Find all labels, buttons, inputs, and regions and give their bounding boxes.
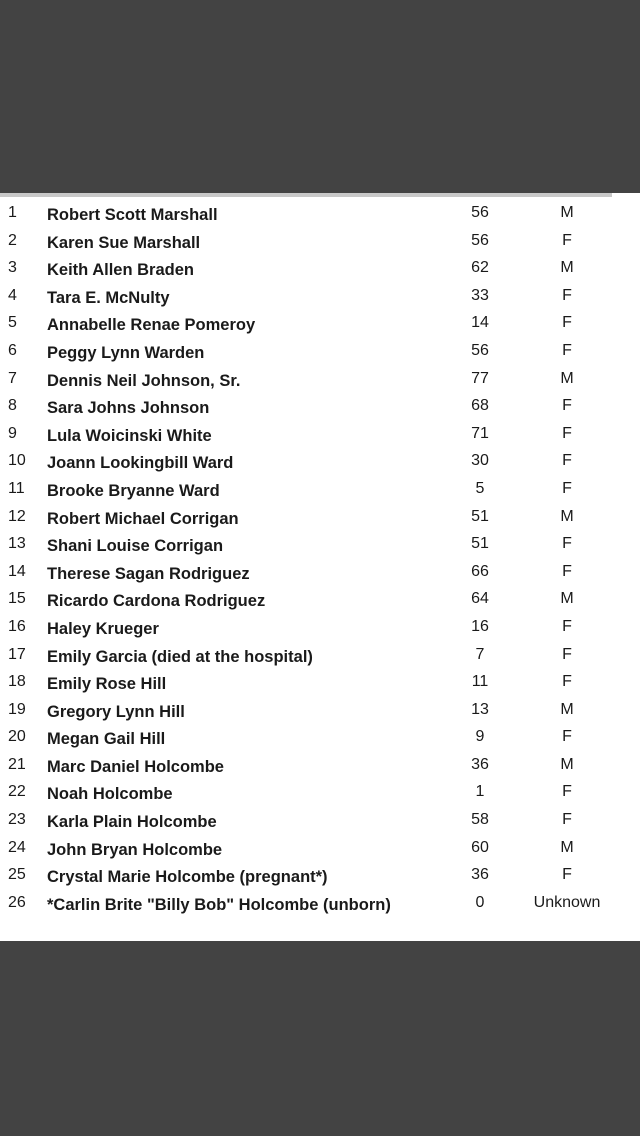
table-row bbox=[0, 530, 640, 558]
row-number: 20 bbox=[8, 728, 26, 746]
row-number: 13 bbox=[8, 535, 26, 553]
victim-sex: Unknown bbox=[533, 893, 601, 911]
table-row bbox=[0, 282, 640, 310]
top-letterbox bbox=[0, 0, 640, 193]
victim-sex: F bbox=[562, 728, 572, 746]
table-row bbox=[0, 585, 640, 613]
victim-age: 11 bbox=[471, 673, 489, 691]
victim-name: Emily Garcia (died at the hospital) bbox=[47, 647, 313, 666]
victim-age: 77 bbox=[471, 369, 489, 387]
row-number: 23 bbox=[8, 811, 26, 829]
victim-name: Sara Johns Johnson bbox=[47, 399, 210, 418]
victim-name: Lula Woicinski White bbox=[47, 426, 212, 445]
victim-sex: F bbox=[562, 645, 572, 663]
victim-age: 62 bbox=[471, 259, 489, 277]
victim-sex: M bbox=[560, 755, 574, 773]
victim-age: 1 bbox=[475, 783, 485, 801]
victim-sex: M bbox=[560, 507, 574, 525]
victim-sex: F bbox=[562, 424, 572, 442]
victim-age: 56 bbox=[471, 231, 489, 249]
victims-table bbox=[0, 193, 640, 941]
victim-name: Emily Rose Hill bbox=[47, 675, 167, 694]
victim-age: 58 bbox=[471, 811, 489, 829]
victim-age: 56 bbox=[471, 204, 489, 221]
victim-sex: F bbox=[562, 783, 572, 801]
table-row bbox=[0, 309, 640, 337]
table-row bbox=[0, 723, 640, 751]
row-number: 5 bbox=[8, 314, 17, 332]
row-number: 8 bbox=[8, 397, 17, 415]
victim-sex: M bbox=[560, 838, 574, 856]
victim-age: 36 bbox=[471, 755, 489, 773]
row-number: 22 bbox=[8, 783, 26, 801]
victim-name: Megan Gail Hill bbox=[47, 730, 166, 749]
victim-sex: F bbox=[562, 673, 572, 691]
victim-name: Ricardo Cardona Rodriguez bbox=[47, 592, 266, 611]
row-number: 21 bbox=[8, 755, 26, 773]
table-row bbox=[0, 806, 640, 834]
victim-name: Marc Daniel Holcombe bbox=[47, 757, 224, 776]
victim-sex: F bbox=[562, 397, 572, 415]
victim-sex: F bbox=[562, 231, 572, 249]
table-row bbox=[0, 365, 640, 393]
victim-sex: M bbox=[560, 700, 574, 718]
table-row bbox=[0, 199, 640, 227]
table-row bbox=[0, 696, 640, 724]
victim-sex: M bbox=[560, 259, 574, 277]
victim-sex: F bbox=[562, 314, 572, 332]
table-row bbox=[0, 641, 640, 669]
table-row bbox=[0, 447, 640, 475]
victim-name: Brooke Bryanne Ward bbox=[47, 481, 220, 500]
row-number: 11 bbox=[8, 479, 25, 497]
victim-name: Karla Plain Holcombe bbox=[47, 813, 217, 832]
victim-name: Crystal Marie Holcombe (pregnant*) bbox=[47, 868, 328, 887]
victim-age: 14 bbox=[471, 314, 489, 332]
victim-sex: F bbox=[562, 866, 572, 884]
table-row bbox=[0, 558, 640, 586]
victim-sex: F bbox=[562, 811, 572, 829]
victim-age: 51 bbox=[471, 535, 489, 553]
victim-age: 7 bbox=[475, 645, 485, 663]
victim-name: Tara E. McNulty bbox=[47, 288, 170, 307]
table-row bbox=[0, 861, 640, 889]
victim-sex: F bbox=[562, 452, 572, 470]
victim-name: Keith Allen Braden bbox=[47, 261, 194, 280]
victim-age: 30 bbox=[471, 452, 489, 470]
victim-name: Noah Holcombe bbox=[47, 785, 173, 804]
victim-sex: F bbox=[562, 341, 572, 359]
victim-sex: M bbox=[560, 369, 574, 387]
victim-sex: M bbox=[560, 204, 574, 221]
row-number: 18 bbox=[8, 673, 26, 691]
row-number: 10 bbox=[8, 452, 26, 470]
victim-name: *Carlin Brite "Billy Bob" Holcombe (unborn) bbox=[47, 895, 391, 914]
row-number: 7 bbox=[8, 369, 17, 387]
table-row bbox=[0, 475, 640, 503]
victim-age: 66 bbox=[471, 562, 489, 580]
table-row bbox=[0, 668, 640, 696]
row-number: 15 bbox=[8, 590, 26, 608]
row-number: 9 bbox=[8, 424, 17, 442]
victim-age: 5 bbox=[475, 479, 485, 497]
table-row bbox=[0, 392, 640, 420]
victim-age: 68 bbox=[471, 397, 489, 415]
table-row bbox=[0, 778, 640, 806]
victim-sex: F bbox=[562, 286, 572, 304]
victim-age: 16 bbox=[471, 617, 489, 635]
row-number: 6 bbox=[8, 341, 17, 359]
victim-age: 60 bbox=[471, 838, 489, 856]
row-number: 3 bbox=[8, 259, 17, 277]
table-row bbox=[0, 834, 640, 862]
victim-name: Dennis Neil Johnson, Sr. bbox=[47, 371, 241, 390]
victim-age: 36 bbox=[471, 866, 489, 884]
row-number: 17 bbox=[8, 645, 26, 663]
table-row bbox=[0, 751, 640, 779]
victim-age: 33 bbox=[471, 286, 489, 304]
row-number: 24 bbox=[8, 838, 26, 856]
bottom-letterbox bbox=[0, 941, 640, 1136]
victim-name: Gregory Lynn Hill bbox=[47, 702, 185, 721]
row-number: 25 bbox=[8, 866, 26, 884]
row-number: 2 bbox=[8, 231, 17, 249]
victim-name: Karen Sue Marshall bbox=[47, 233, 201, 252]
victim-name: John Bryan Holcombe bbox=[47, 840, 223, 859]
row-number: 14 bbox=[8, 562, 26, 580]
table-row bbox=[0, 227, 640, 255]
table-row bbox=[0, 613, 640, 641]
row-number: 19 bbox=[8, 700, 26, 718]
victim-name: Haley Krueger bbox=[47, 619, 159, 638]
victim-age: 0 bbox=[475, 893, 485, 911]
victim-name: Joann Lookingbill Ward bbox=[47, 454, 234, 473]
victim-age: 13 bbox=[471, 700, 489, 718]
victim-age: 71 bbox=[471, 424, 489, 442]
table-rows bbox=[0, 199, 640, 916]
victim-name: Therese Sagan Rodriguez bbox=[47, 564, 250, 583]
table-row bbox=[0, 254, 640, 282]
victim-name: Annabelle Renae Pomeroy bbox=[47, 316, 256, 335]
victim-age: 9 bbox=[475, 728, 485, 746]
table-row bbox=[0, 503, 640, 531]
row-number: 26 bbox=[8, 893, 26, 911]
row-number: 16 bbox=[8, 617, 26, 635]
victim-age: 64 bbox=[471, 590, 489, 608]
table-row bbox=[0, 420, 640, 448]
victim-age: 56 bbox=[471, 341, 489, 359]
row-number: 1 bbox=[8, 204, 17, 221]
victim-sex: F bbox=[562, 562, 572, 580]
victim-sex: F bbox=[562, 535, 572, 553]
victim-sex: M bbox=[560, 590, 574, 608]
victim-sex: F bbox=[562, 617, 572, 635]
victim-sex: F bbox=[562, 479, 572, 497]
table-row bbox=[0, 889, 640, 917]
victim-name: Robert Scott Marshall bbox=[47, 206, 218, 224]
sheet-top-edge bbox=[0, 193, 612, 197]
victim-age: 51 bbox=[471, 507, 489, 525]
victim-name: Shani Louise Corrigan bbox=[47, 537, 224, 556]
table-row bbox=[0, 337, 640, 365]
row-number: 12 bbox=[8, 507, 26, 525]
victim-name: Robert Michael Corrigan bbox=[47, 509, 239, 528]
row-number: 4 bbox=[8, 286, 17, 304]
victim-name: Peggy Lynn Warden bbox=[47, 343, 205, 362]
